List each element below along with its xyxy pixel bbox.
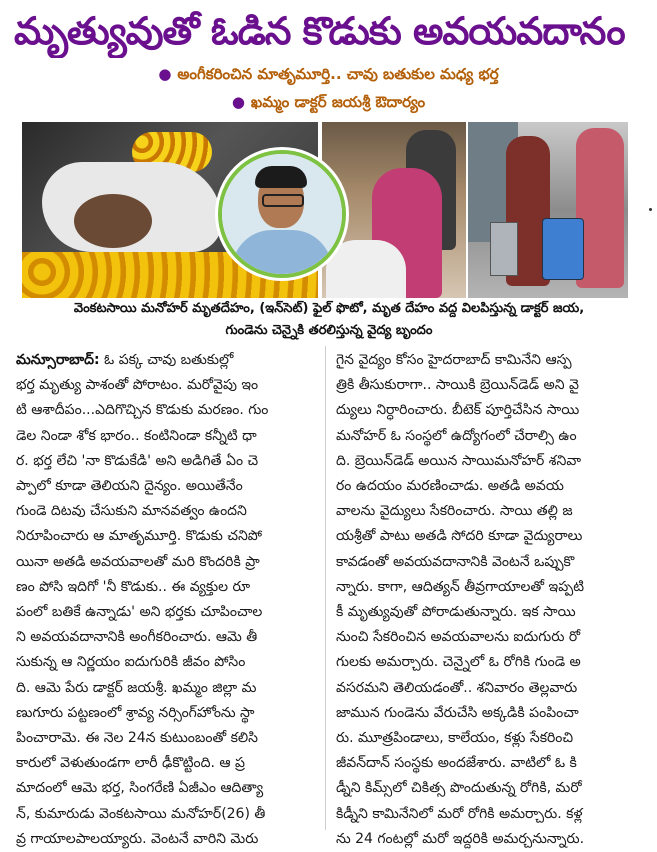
article-line: రం ఉదయం మరణించాడు. అతడి అవయ — [336, 478, 564, 495]
dateline: మన్సూరాబాద్: — [16, 352, 100, 368]
article-line: పంలో బతికే ఉన్నాడు' అని భర్తకు చూపించాల — [16, 604, 263, 621]
article-line: వసరమని తెలియడంతో.. శనివారం తెల్లవారు — [336, 679, 578, 696]
article-line: ణం పోసి ఇదిగో 'నీ కొడుకు.. ఈ వ్యక్తుల రూ — [16, 578, 251, 595]
article-line: గులకు అమర్చారు. చెన్నైలో ఓ రోగికి గుండె అ — [336, 654, 581, 671]
article-line: ర. భర్త లేచి 'నా కొడుకేడి' అని అడిగితే ఏం చె — [16, 452, 259, 469]
article-line: యశ్రీతో పాటు అతడి సోదరి కూడా వైద్యురాలు — [336, 528, 583, 545]
bullet-icon: ● — [158, 65, 172, 83]
article-line: డెల నిండా శోక భారం.. కంటినిండా కన్నీటి ధా — [16, 427, 257, 444]
article-line: వాలను వైద్యులు సేకరించారు. సాయి తల్లి జ — [336, 503, 573, 520]
article-line: ద్యులు నిర్ధారించారు. బీటెక్ పూర్తిచేసిన సాయి — [336, 402, 580, 419]
article-line: ని అవయవదానానికి అంగీకరించారు. ఆమె తీ — [16, 629, 258, 646]
photo-caption — [18, 298, 640, 342]
article-line: యినా అతడి అవయవాలతో మరి కొందరికి ప్రా — [16, 553, 260, 570]
organ-box-grey — [490, 222, 518, 276]
article-column-right — [336, 348, 636, 852]
article-line: జామున గుండెను వేరుచేసి అక్కడికి పంపించా — [336, 704, 579, 721]
photo-strip — [22, 122, 628, 298]
subheads — [0, 60, 657, 116]
inset-portrait — [218, 150, 346, 278]
article-line: నిరూపించారు ఆ మాతృమూర్తి. కొడుకు చనిపో — [16, 528, 263, 545]
article-line: భర్త మృత్యు పాశంతో పోరాటం. మరోవైపు ఇం — [16, 377, 259, 394]
article-line: మాదంలో ఆమె భర్త, సింగరేణి ఏజీఎం ఆదిత్యా — [16, 780, 264, 797]
article-line: రు. మూత్రపిండాలు, కాలేయం, కళ్లు సేకరించి — [336, 730, 574, 747]
bullet-icon: ● — [231, 93, 245, 111]
article-line: సుకున్న ఆ నిర్ణయం ఐదుగురికి జీవం పోసిం — [16, 654, 246, 671]
article-line: జీవన్‌దాన్ సంస్థకు అందజేశారు. వాటిలో ఓ కి — [336, 755, 577, 772]
article-line: త్రికి తీసుకురాగా.. సాయికి బ్రెయిన్‌డెడ్ అని వై — [336, 377, 579, 394]
subhead-2-text: ఖమ్మం డాక్టర్ జయశ్రీ ఔదార్యం — [250, 93, 426, 111]
article-line: గైన వైద్యం కోసం హైదరాబాద్ కామినేని ఆస్ప — [336, 352, 572, 368]
article-line: కావడంతో అవయవదానానికి వెంటనే ఒప్పుకొ — [336, 553, 575, 570]
portrait-hair — [255, 166, 307, 188]
photo-organ-transport — [468, 122, 628, 298]
article-line: గుండె దిటవు చేసుకుని మానవత్వం ఉందని — [16, 503, 247, 520]
organ-box-blue — [542, 218, 584, 280]
article-line: మనోహర్ ఓ సంస్థలో ఉద్యోగంలో చేరాల్సి ఉం — [336, 427, 577, 444]
article-line: పించారామె. ఈ నెల 24న కుటుంబంతో కలిసి — [16, 730, 258, 747]
article-line: కారులో వెళుతుండగా లారీ ఢీకొట్టింది. ఆ ప్ర — [16, 755, 245, 772]
article-line: న్, కుమారుడు వెంకటసాయి మనోహర్(26) తీ — [16, 805, 266, 822]
article-line: టి ఆశాదీపం...ఎదిగొచ్చిన కొడుకు మరణం. గుం — [16, 402, 269, 419]
article-line: ను 24 గంటల్లో మరో ఇద్దరికి అమర్చనున్నారు. — [336, 830, 585, 847]
article-column-left — [16, 348, 314, 852]
article-line: న్నారు. కాగా, ఆదిత్యన్ తీవ్రగాయాలతో ఇప్పటి — [336, 578, 585, 595]
caption-line: వెంకటసాయి మనోహర్ మృతదేహం, (ఇన్‌సెట్) ఫైల్ ఫొటో, మృత దేహం వద్ద విలపిస్తున్న డాక్టర్ జయ, — [73, 301, 585, 316]
caption-line: గుండెను చెన్నైకి తరలిస్తున్న వైద్య బృందం — [225, 323, 433, 338]
subhead-1-text: అంగీకరించిన మాతృమూర్తి.. చావు బతుకుల మధ్య భర్త — [177, 65, 499, 83]
article-line: ది. బ్రెయిన్‌డెడ్ అయిన సాయిమనోహర్ శనివా — [336, 452, 582, 469]
margin-dot — [649, 208, 652, 211]
article-line: కిడ్నీని కామినేనిలో మరో రోగికి అమర్చారు. కళ్ల — [336, 805, 583, 822]
article-line-text: ఓ పక్క చావు బతుకుల్లో — [104, 352, 234, 368]
article-line-first — [16, 348, 314, 373]
subhead-1 — [0, 60, 657, 88]
column-divider — [325, 346, 326, 830]
glasses-icon — [262, 194, 304, 207]
article-line: ది. ఆమె పేరు డాక్టర్ జయశ్రీ. ఖమ్మం జిల్లా మ — [16, 679, 257, 696]
article-line: ప్పాలో కూడా తెలియని దైన్యం. అయితేనేం — [16, 478, 243, 495]
article-line: ణుగూరు పట్టణంలో శ్రావ్య నర్సింగ్‌హోంను స్థా — [16, 704, 255, 721]
article-line: డ్నీని కిమ్స్‌లో చికిత్స పొందుతున్న రోగికి, మరో — [336, 780, 582, 797]
face — [74, 194, 152, 248]
article-line: కీ మృత్యువుతో పోరాడుతున్నారు. ఇక సాయి — [336, 604, 576, 621]
article-line: వ్ర గాయాలపాలయ్యారు. వెంటనే వారిని మెరు — [16, 830, 259, 847]
subhead-2 — [0, 88, 657, 116]
article-line: నుంచి సేకరించిన అవయవాలను ఐదుగురు రో — [336, 629, 581, 646]
headline: మృత్యువుతో ఓడిన కొడుకు అవయవదానం — [14, 9, 625, 53]
